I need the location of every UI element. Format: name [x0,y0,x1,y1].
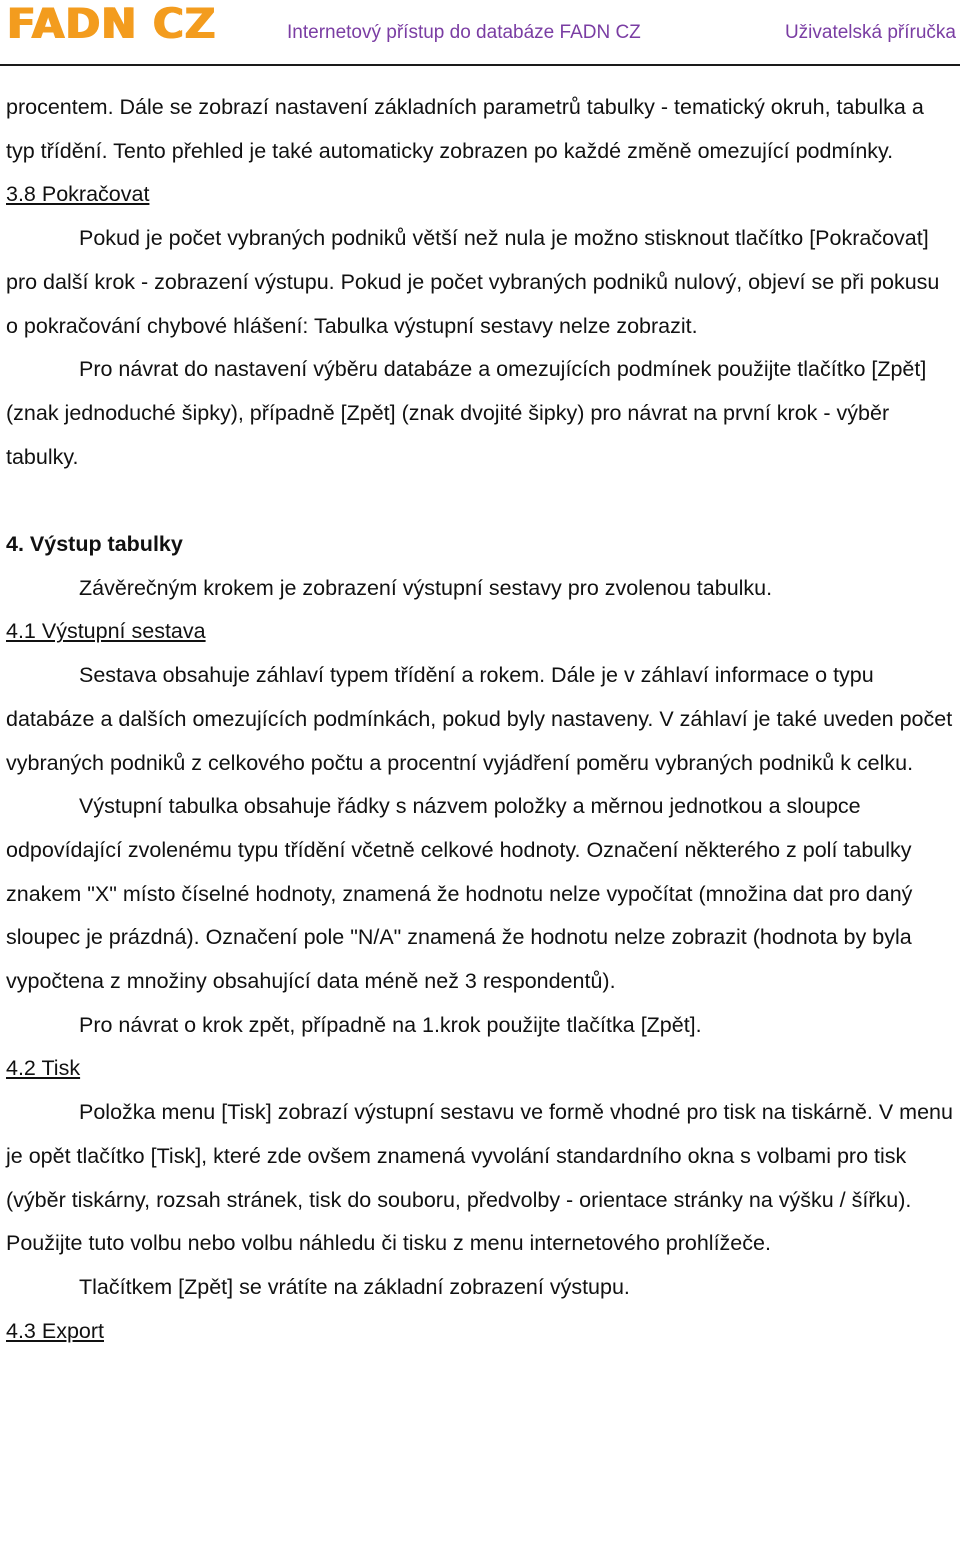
section-heading-4-2: 4.2 Tisk [6,1056,81,1081]
paragraph: Výstupní tabulka obsahuje řádky s názvem položky a měrnou jednotkou a sloupce odpovídající zvolenému typu třídění včetně celkové hodnoty. Označení některého z polí tabulky znakem "X" místo číselné hodnoty, znamená že hodnotu nelze vypočítat (množina dat pro daný sloupec je prázdná). Označení pole "N/A" znamená že hodnotu nelze zobrazit (hodnota by byla vypočtena z množiny obsahující data méně než 3 respondentů). [6,794,913,994]
page-header [0,0,960,66]
section-heading-4: 4. Výstup tabulky [6,532,183,557]
paragraph: Pro návrat o krok zpět, případně na 1.krok použijte tlačítka [Zpět]. [79,1012,702,1037]
section-heading-4-1: 4.1 Výstupní sestava [6,619,206,644]
paragraph: Pokud je počet vybraných podniků větší než nula je možno stisknout tlačítko [Pokračovat] pro další krok - zobrazení výstupu. Pokud je počet vybraných podniků nulový, objeví se při pokusu o pokračování chybové hlášení: Tabulka výstupní sestavy nelze zobrazit. [6,226,940,338]
spacer [6,479,956,523]
document-body [6,86,956,1353]
section-heading-4-3: 4.3 Export [6,1318,104,1343]
paragraph: Tlačítkem [Zpět] se vrátíte na základní zobrazení výstupu. [79,1274,630,1299]
header-manual-label: Uživatelská příručka [784,22,956,43]
section-heading-3-8: 3.8 Pokračovat [6,182,150,207]
paragraph: procentem. Dále se zobrazí nastavení základních parametrů tabulky - tematický okruh, tabulka a typ třídění. Tento přehled je také automaticky zobrazen po každé změně omezující podmínky. [6,95,924,163]
header-title: Internetový přístup do databáze FADN CZ [287,22,641,43]
paragraph: Závěrečným krokem je zobrazení výstupní sestavy pro zvolenou tabulku. [79,575,773,600]
fadn-logo: FADN CZ [6,0,216,48]
paragraph: Pro návrat do nastavení výběru databáze a omezujících podmínek použijte tlačítko [Zpět] (znak jednoduché šipky), případně [Zpět] (znak dvojité šipky) pro návrat na první krok - výběr tabulky. [6,357,927,469]
paragraph: Položka menu [Tisk] zobrazí výstupní sestavu ve formě vhodné pro tisk na tiskárně. V menu je opět tlačítko [Tisk], které zde ovšem znamená vyvolání standardního okna s volbami pro tisk (výběr tiskárny, rozsah stránek, tisk do souboru, předvolby - orientace stránky na výšku / šířku). Použijte tuto volbu nebo volbu náhledu či tisku z menu internetového prohlížeče. [6,1100,953,1256]
paragraph: Sestava obsahuje záhlaví typem třídění a rokem. Dále je v záhlaví informace o typu databáze a dalších omezujících podmínkách, pokud byly nastaveny. V záhlaví je také uveden počet vybraných podniků z celkového počtu a procentní vyjádření poměru vybraných podniků k celku. [6,663,953,775]
